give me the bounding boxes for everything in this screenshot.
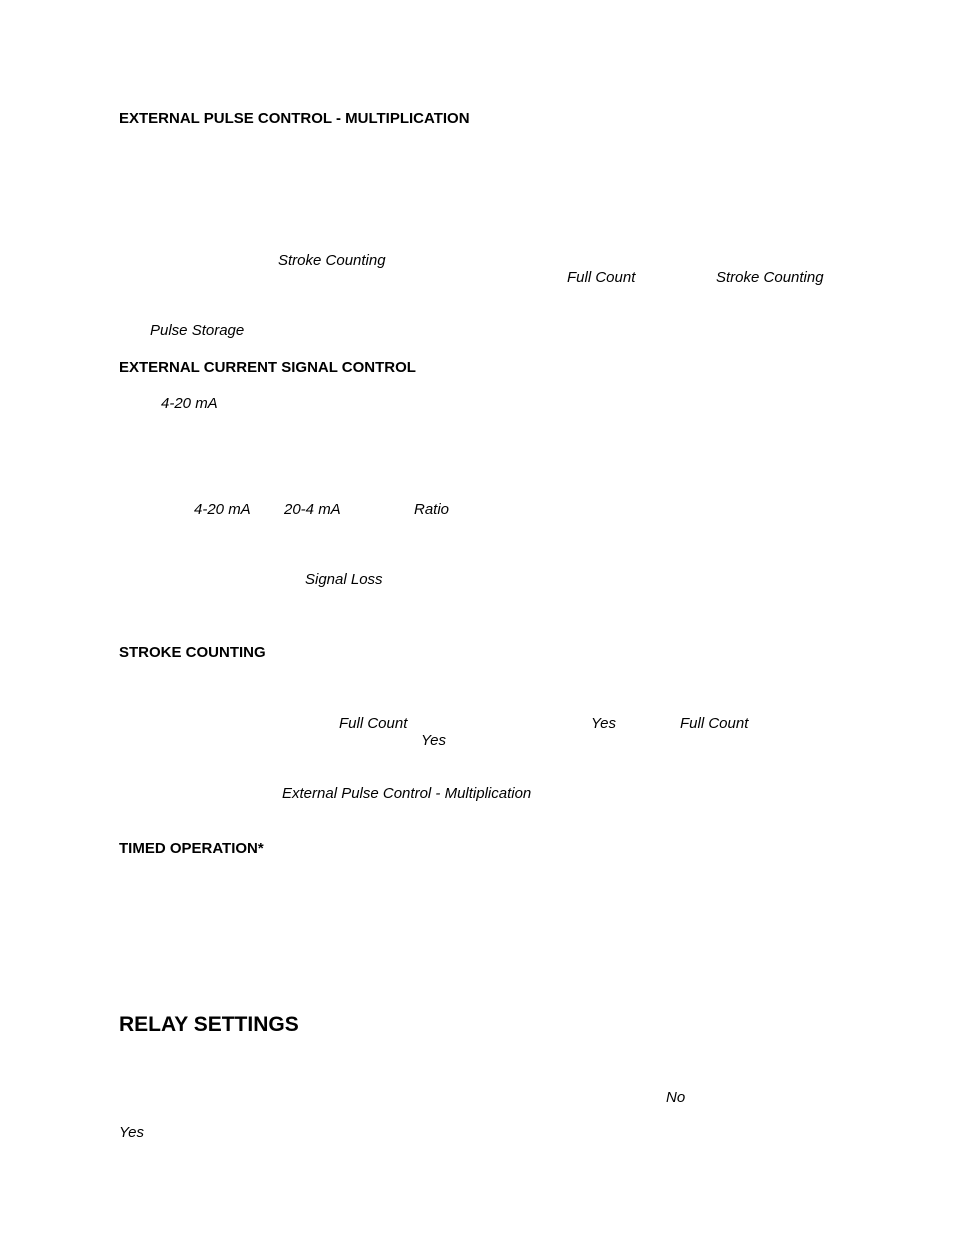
term-full-count-a: Full Count [339, 715, 408, 732]
heading-timed-operation: TIMED OPERATION* [119, 840, 264, 857]
heading-pulse-multiplication: EXTERNAL PULSE CONTROL - MULTIPLICATION [119, 110, 470, 127]
term-yes-b: Yes [421, 732, 447, 749]
term-ratio: Ratio [414, 501, 450, 518]
term-yes-a: Yes [591, 715, 617, 732]
heading-current-signal: EXTERNAL CURRENT SIGNAL CONTROL [119, 359, 416, 376]
term-pulse-control-ref: External Pulse Control - Multiplication [282, 785, 532, 802]
term-pulse-storage: Pulse Storage [150, 322, 245, 339]
term-4-20-ma-2: 4-20 mA [194, 501, 251, 518]
term-20-4-ma: 20-4 mA [284, 501, 341, 518]
term-full-count: Full Count [567, 269, 636, 286]
term-full-count-b: Full Count [680, 715, 749, 732]
term-no: No [666, 1089, 686, 1106]
term-stroke-counting: Stroke Counting [278, 252, 386, 269]
term-signal-loss: Signal Loss [305, 571, 383, 588]
term-yes: Yes [119, 1124, 145, 1141]
heading-relay-settings: RELAY SETTINGS [119, 1013, 299, 1036]
term-4-20-ma: 4-20 mA [161, 395, 218, 412]
heading-stroke-counting: STROKE COUNTING [119, 644, 266, 661]
term-stroke-counting-2: Stroke Counting [716, 269, 824, 286]
